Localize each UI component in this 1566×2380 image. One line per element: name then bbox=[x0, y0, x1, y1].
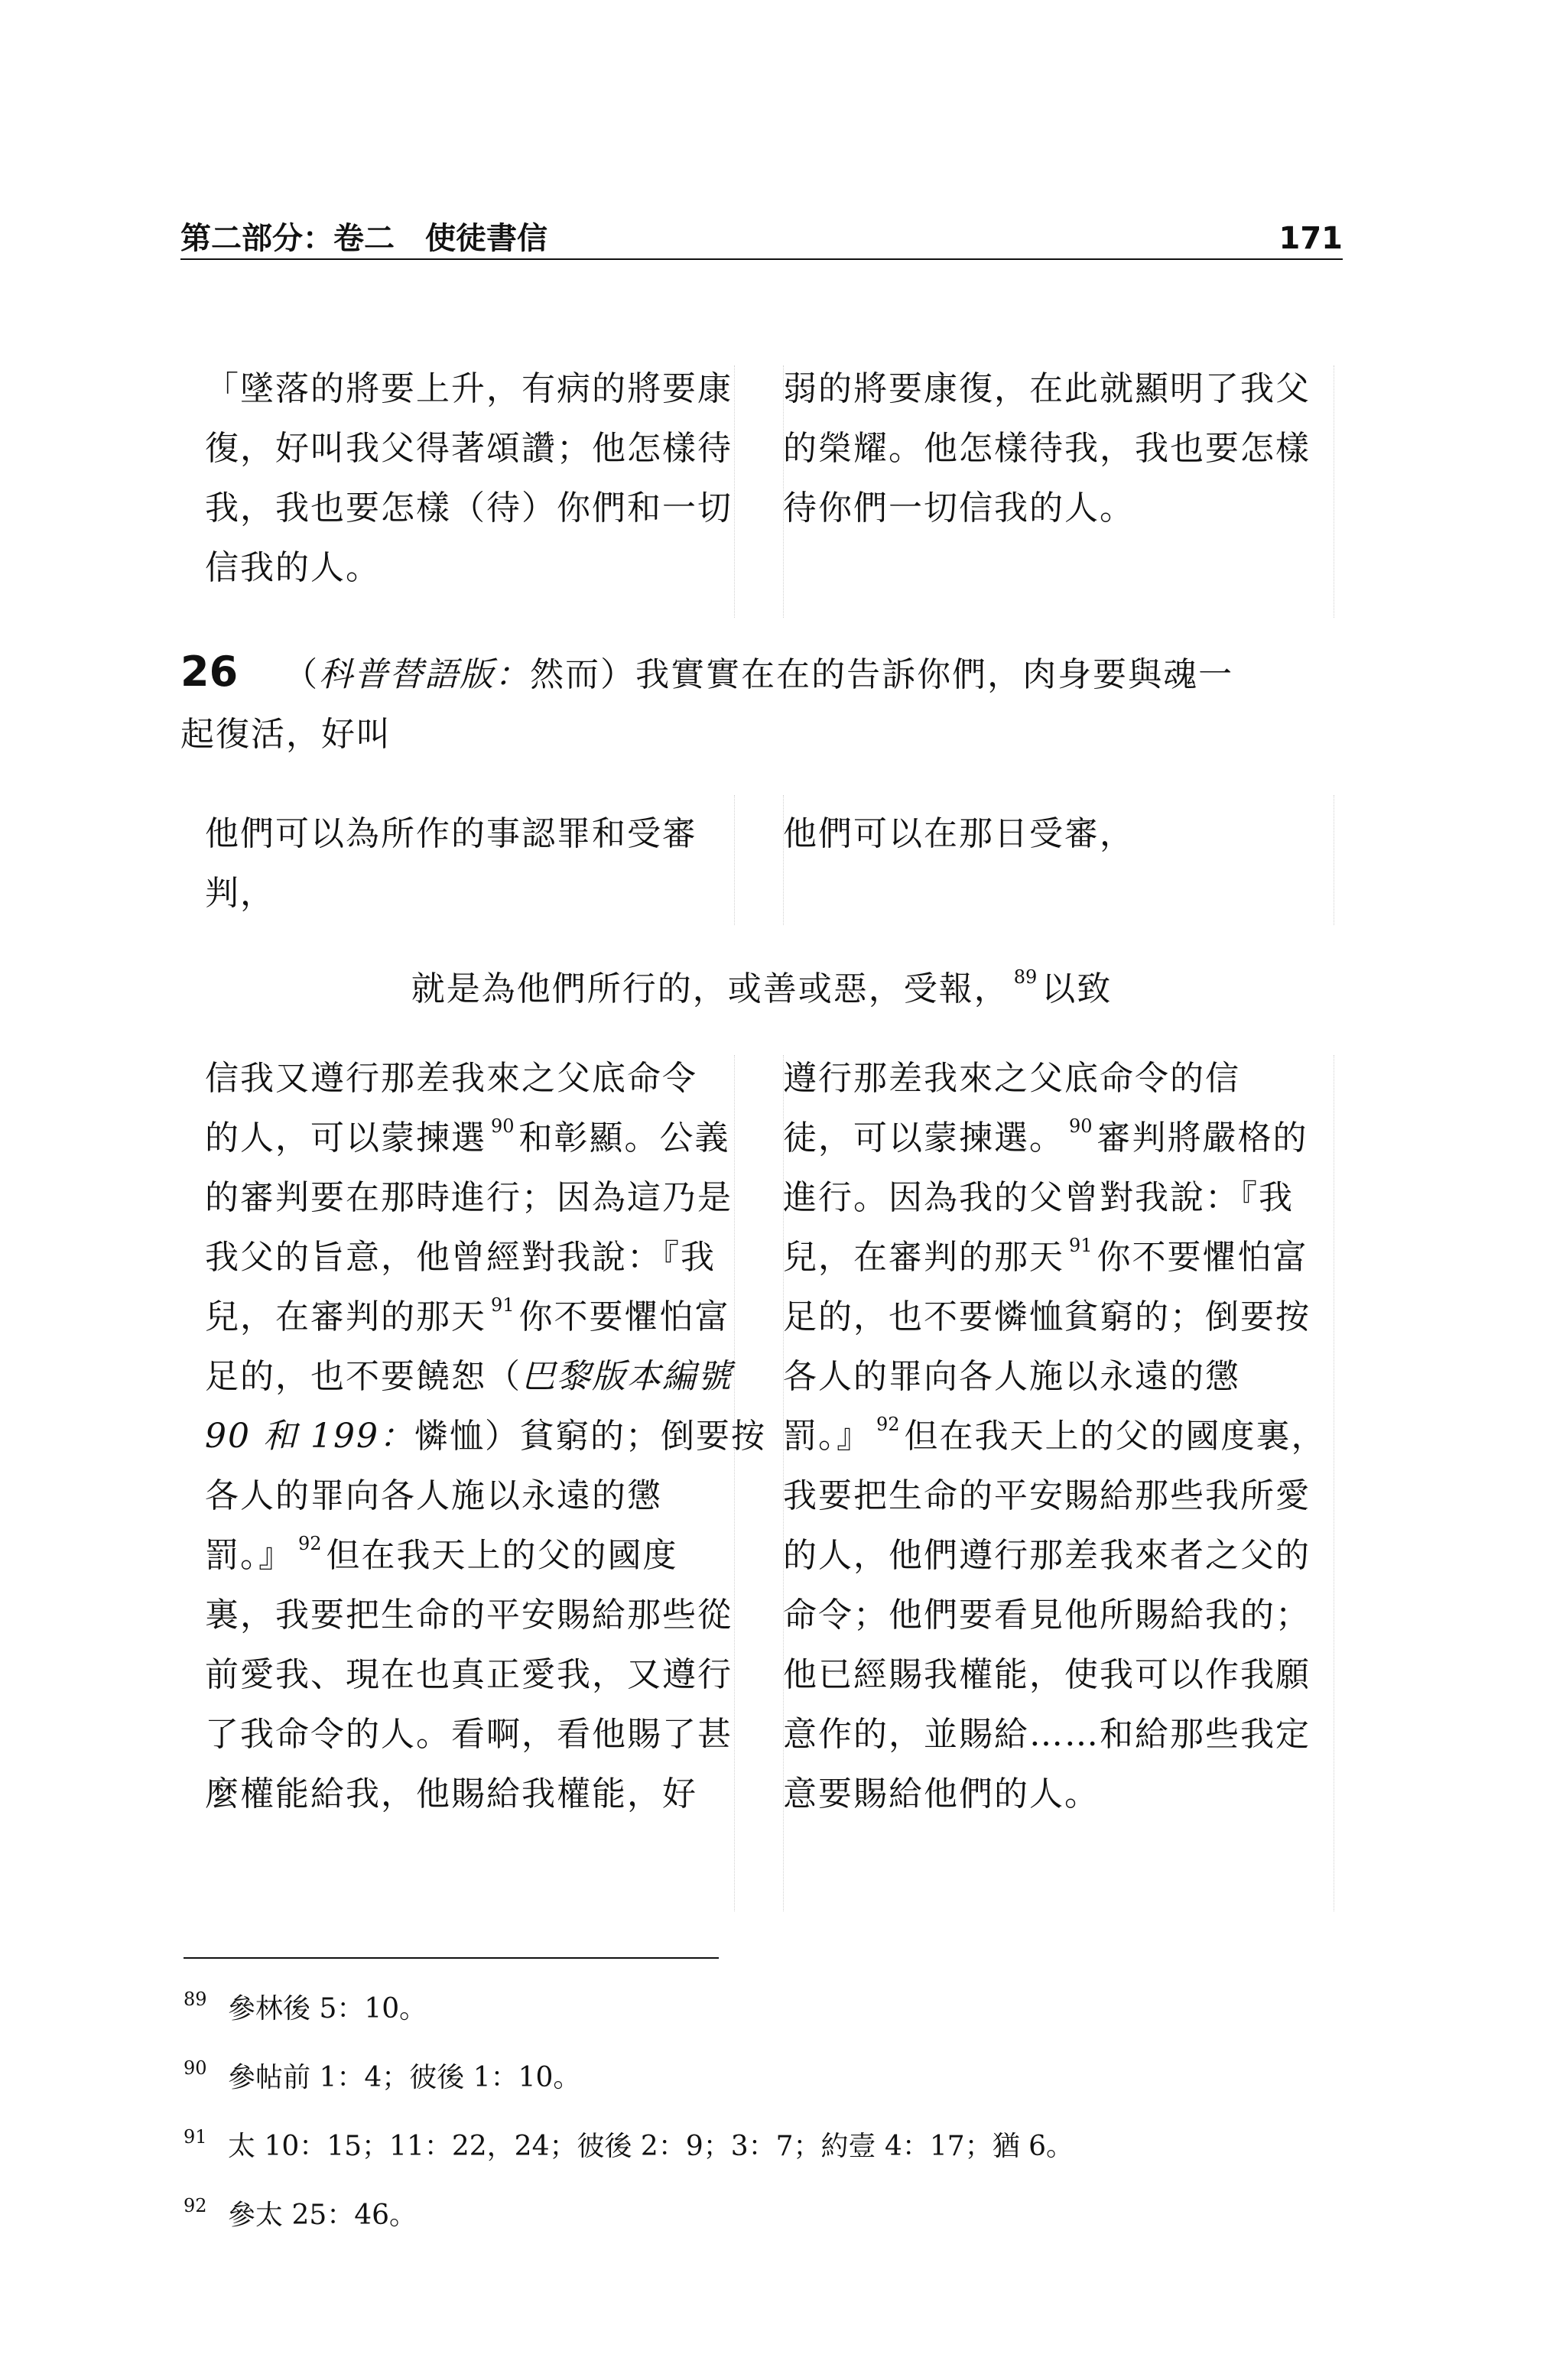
footnote-ref: 91 bbox=[491, 1294, 515, 1316]
text-segment: 但在我天上的父的國度裏， bbox=[904, 1417, 1327, 1456]
text-line bbox=[205, 1526, 734, 1586]
text-segment: 審判將嚴格的 bbox=[1097, 1119, 1308, 1158]
parallel-text-right bbox=[783, 1049, 1335, 1824]
text-line: 裏，我要把生命的平安賜給那些從 bbox=[205, 1596, 733, 1635]
text-line: 我要把生命的平安賜給那些我所愛 bbox=[783, 1476, 1311, 1515]
text-line: 各人的罪向各人施以永遠的懲 bbox=[205, 1476, 662, 1515]
text-line: 遵行那差我來之父底命令的信 bbox=[783, 1059, 1240, 1098]
text-line: 他們可以在那日受審， bbox=[783, 814, 1135, 853]
footnote-text: 參太 25：46。 bbox=[228, 2200, 417, 2231]
section-title: 第二部分：卷二 使徒書信 bbox=[180, 221, 547, 256]
text-line: 進行。因為我的父曾對我說：『我 bbox=[783, 1178, 1294, 1217]
footnote bbox=[184, 1980, 427, 2028]
text-segment: 以致 bbox=[1041, 969, 1113, 1008]
text-line: 意作的，並賜給……和給那些我定 bbox=[783, 1715, 1311, 1754]
verse-text: 起復活，好叫 bbox=[180, 715, 392, 754]
text-line: 足的，也不要憐恤貧窮的；倒要按 bbox=[783, 1297, 1311, 1336]
column-guide-line bbox=[734, 1055, 735, 1911]
text-line bbox=[783, 1228, 1335, 1287]
footnote-ref: 90 bbox=[491, 1115, 515, 1137]
text-line: 命令；他們要看見他所賜給我的； bbox=[783, 1596, 1311, 1635]
text-segment: 徒，可以蒙揀選。 bbox=[783, 1119, 1064, 1158]
text-segment: 憐恤）貧窮的；倒要按 bbox=[414, 1417, 766, 1456]
text-line: 他們可以為所作的事認罪和受審 bbox=[205, 814, 697, 853]
text-line bbox=[205, 1347, 734, 1407]
text-segment: 和彰顯。公義 bbox=[518, 1119, 730, 1158]
text-line: 的榮耀。他怎樣待我，我也要怎樣 bbox=[783, 429, 1311, 468]
footnote-text: 太 10：15；11：22，24；彼後 2：9；3：7；約壹 4：17；猶 6。 bbox=[228, 2131, 1074, 2162]
footnote-text: 參林後 5：10。 bbox=[228, 1993, 427, 2024]
footnote-number: 90 bbox=[184, 2057, 207, 2079]
text-line bbox=[205, 1287, 734, 1347]
footnote-ref: 91 bbox=[1069, 1235, 1093, 1256]
parallel-text-left bbox=[205, 1049, 766, 1824]
text-segment: 就是為他們所行的，或善或惡，受報， bbox=[411, 969, 1009, 1008]
text-line bbox=[783, 1407, 1335, 1466]
text-line: 信我又遵行那差我來之父底命令 bbox=[205, 1059, 697, 1098]
shared-text-line bbox=[180, 959, 1343, 1019]
text-line: 前愛我、現在也真正愛我，又遵行 bbox=[205, 1655, 733, 1694]
parallel-text-right bbox=[783, 804, 1335, 864]
footnote bbox=[184, 2187, 417, 2235]
text-line: 我，我也要怎樣（待）你們和一切 bbox=[205, 489, 733, 528]
column-guide-line bbox=[734, 795, 735, 925]
text-line: 弱的將要康復，在此就顯明了我父 bbox=[783, 369, 1311, 408]
paren-open: （ bbox=[284, 655, 320, 694]
parallel-text-left bbox=[205, 804, 734, 924]
text-segment: 兒，在審判的那天 bbox=[205, 1297, 486, 1336]
footnote-number: 92 bbox=[184, 2195, 207, 2216]
parallel-text-right bbox=[783, 359, 1335, 538]
text-line: 的審判要在那時進行；因為這乃是 bbox=[205, 1178, 733, 1217]
footnote-number: 89 bbox=[184, 1989, 207, 2010]
text-line: 他已經賜我權能，使我可以作我願 bbox=[783, 1655, 1311, 1694]
text-segment: 你不要懼怕富 bbox=[1097, 1238, 1308, 1277]
running-header bbox=[180, 216, 1343, 261]
text-line bbox=[205, 1109, 734, 1168]
version-note: 90 和 199： bbox=[205, 1417, 414, 1456]
text-segment: 罰。』 bbox=[205, 1536, 294, 1575]
page-number: 171 bbox=[1278, 221, 1343, 256]
verse-text: 然而）我實實在在的告訴你們，肉身要與魂一 bbox=[530, 655, 1234, 694]
text-line: 復，好叫我父得著頌讚；他怎樣待 bbox=[205, 429, 733, 468]
footnote-ref: 89 bbox=[1013, 966, 1038, 988]
footnote-number: 91 bbox=[184, 2126, 207, 2148]
text-line: 的人，他們遵行那差我來者之父的 bbox=[783, 1536, 1311, 1575]
version-label: 科普替語版： bbox=[319, 655, 531, 694]
footnote-ref: 90 bbox=[1069, 1115, 1093, 1137]
parallel-text-left bbox=[205, 359, 734, 598]
text-line bbox=[783, 1109, 1335, 1168]
footnote bbox=[184, 2049, 580, 2097]
column-guide-line bbox=[734, 365, 735, 618]
text-segment: 足的，也不要饒恕（ bbox=[205, 1357, 521, 1396]
text-segment: 但在我天上的父的國度 bbox=[326, 1536, 678, 1575]
verse-26 bbox=[180, 642, 1343, 765]
text-line bbox=[205, 1407, 766, 1466]
text-line: 判， bbox=[205, 874, 275, 913]
text-line: 意要賜給他們的人。 bbox=[783, 1774, 1100, 1813]
text-line: 我父的旨意，他曾經對我說：『我 bbox=[205, 1238, 716, 1277]
text-line: 待你們一切信我的人。 bbox=[783, 489, 1135, 528]
footnote bbox=[184, 2118, 1074, 2166]
verse-number: 26 bbox=[180, 648, 239, 696]
header-rule bbox=[180, 258, 1343, 260]
text-line: 各人的罪向各人施以永遠的懲 bbox=[783, 1357, 1240, 1396]
text-segment: 兒，在審判的那天 bbox=[783, 1238, 1064, 1277]
text-segment: 的人，可以蒙揀選 bbox=[205, 1119, 486, 1158]
footnote-ref: 92 bbox=[876, 1414, 900, 1435]
footnote-rule bbox=[184, 1957, 719, 1959]
version-note: 巴黎版本編號 bbox=[521, 1357, 733, 1396]
text-line: 「墜落的將要上升，有病的將要康 bbox=[205, 369, 733, 408]
footnote-ref: 92 bbox=[298, 1533, 322, 1554]
footnote-text: 參帖前 1：4；彼後 1：10。 bbox=[228, 2062, 581, 2093]
text-segment: 你不要懼怕富 bbox=[518, 1297, 730, 1336]
text-segment: 罰。』 bbox=[783, 1417, 872, 1456]
text-line: 信我的人。 bbox=[205, 548, 381, 587]
text-line: 麼權能給我，他賜給我權能，好 bbox=[205, 1774, 697, 1813]
text-line: 了我命令的人。看啊，看他賜了甚 bbox=[205, 1715, 733, 1754]
